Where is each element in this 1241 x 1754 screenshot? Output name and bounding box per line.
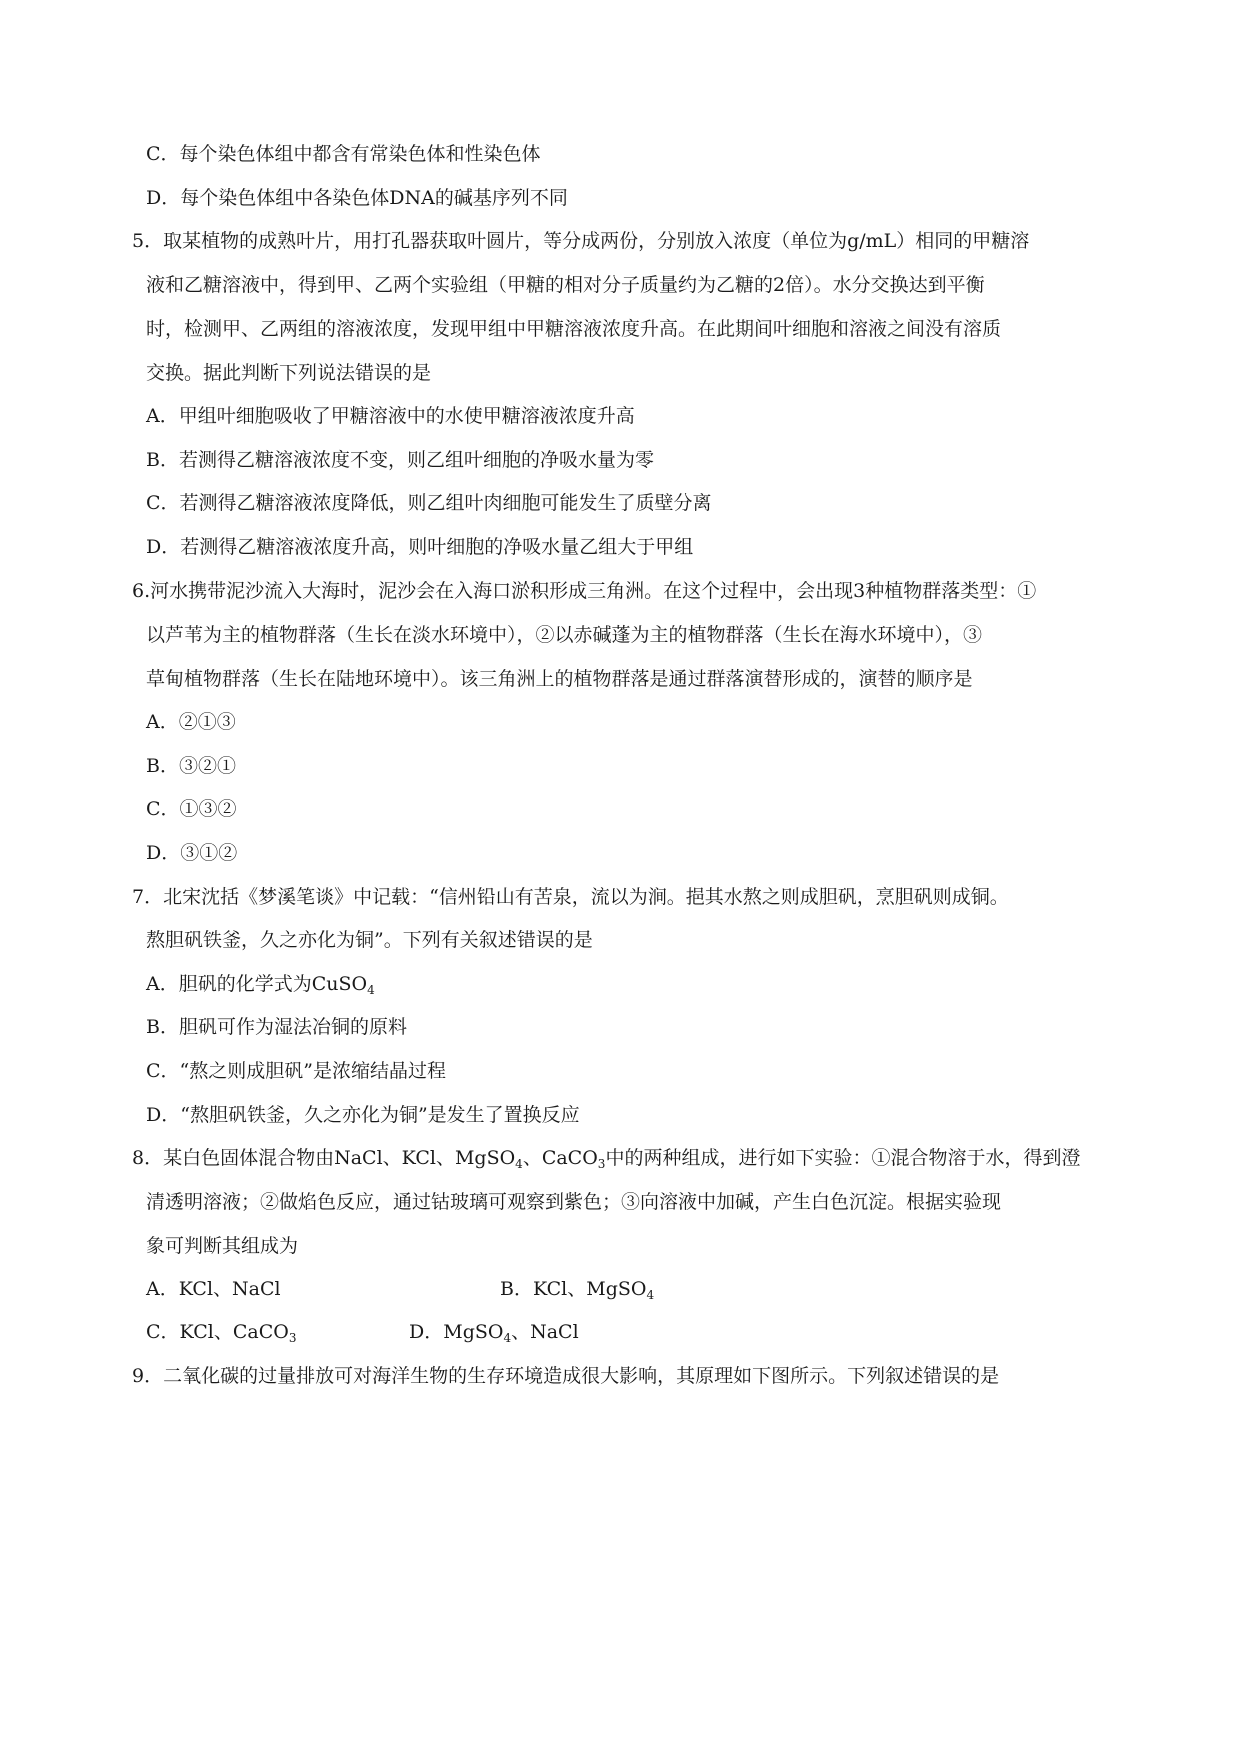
q8-option-b-subscript: 4 xyxy=(646,1288,655,1302)
q6-option-c: C．①③② xyxy=(146,798,237,820)
q8-option-d-text-tail: 、NaCl xyxy=(511,1321,579,1343)
q5-option-c: C．若测得乙糖溶液浓度降低，则乙组叶肉细胞可能发生了质壁分离 xyxy=(146,492,712,514)
q8-stem-line-3: 象可判断其组成为 xyxy=(146,1235,299,1257)
q8-stem-subscript-2: 3 xyxy=(597,1157,606,1171)
q8-option-d xyxy=(409,1321,579,1345)
q8-stem-subscript-1: 4 xyxy=(515,1157,523,1171)
q7-option-a-text: A．胆矾的化学式为CuSO xyxy=(146,973,368,995)
q8-option-c-subscript: 3 xyxy=(288,1331,297,1345)
q6-option-d: D．③①② xyxy=(146,842,238,864)
q8-option-d-text: D．MgSO xyxy=(409,1321,504,1343)
q6-stem-line-2: 以芦苇为主的植物群落（生长在淡水环境中），②以赤碱蓬为主的植物群落（生长在海水环境中），③ xyxy=(146,624,983,646)
q4-option-d: D．每个染色体组中各染色体DNA的碱基序列不同 xyxy=(146,187,568,209)
q6-option-a: A．②①③ xyxy=(146,711,236,733)
q5-option-b: B．若测得乙糖溶液浓度不变，则乙组叶细胞的净吸水量为零 xyxy=(146,449,654,471)
q4-option-c: C．每个染色体组中都含有常染色体和性染色体 xyxy=(146,143,541,165)
q8-stem-text-a: 8．某白色固体混合物由NaCl、KCl、MgSO xyxy=(132,1147,516,1169)
q5-option-a: A．甲组叶细胞吸收了甲糖溶液中的水使甲糖溶液浓度升高 xyxy=(146,405,635,427)
q8-option-a: A．KCl、NaCl xyxy=(146,1278,281,1300)
q7-stem-line-1: 7．北宋沈括《梦溪笔谈》中记载：“信州铅山有苦泉，流以为涧。挹其水熬之则成胆矾，烹胆矾则成铜。 xyxy=(132,886,1009,908)
q8-stem-text-c: 中的两种组成，进行如下实验：①混合物溶于水，得到澄 xyxy=(605,1147,1081,1169)
q5-stem-line-1: 5．取某植物的成熟叶片，用打孔器获取叶圆片，等分成两份，分别放入浓度（单位为g/mL）相同的甲糖溶 xyxy=(132,230,1030,252)
q8-stem-text-b: 、CaCO xyxy=(522,1147,598,1169)
q8-stem-line-1 xyxy=(132,1147,1081,1171)
q8-option-c-text: C．KCl、CaCO xyxy=(146,1321,289,1343)
q9-stem-line-1: 9．二氧化碳的过量排放可对海洋生物的生存环境造成很大影响，其原理如下图所示。下列叙述错误的是 xyxy=(132,1365,1000,1387)
q5-stem-line-2: 液和乙糖溶液中，得到甲、乙两个实验组（甲糖的相对分子质量约为乙糖的2倍）。水分交换达到平衡 xyxy=(146,274,985,296)
q8-option-b-text: B．KCl、MgSO xyxy=(500,1278,647,1300)
q7-stem-line-2: 熬胆矾铁釜，久之亦化为铜”。下列有关叙述错误的是 xyxy=(146,929,593,951)
q8-stem-line-2: 清透明溶液；②做焰色反应，通过钴玻璃可观察到紫色；③向溶液中加碱，产生白色沉淀。根据实验现 xyxy=(146,1191,1002,1213)
q7-option-d: D．“熬胆矾铁釜，久之亦化为铜”是发生了置换反应 xyxy=(146,1104,580,1126)
q8-option-b xyxy=(500,1278,655,1302)
q7-option-a-subscript: 4 xyxy=(367,983,375,997)
q5-stem-line-3: 时，检测甲、乙两组的溶液浓度，发现甲组中甲糖溶液浓度升高。在此期间叶细胞和溶液之间没有溶质 xyxy=(146,318,1002,340)
q5-stem-line-4: 交换。据此判断下列说法错误的是 xyxy=(146,362,432,384)
q7-option-b: B．胆矾可作为湿法冶铜的原料 xyxy=(146,1016,407,1038)
q5-option-d: D．若测得乙糖溶液浓度升高，则叶细胞的净吸水量乙组大于甲组 xyxy=(146,536,694,558)
q7-option-c: C．“熬之则成胆矾”是浓缩结晶过程 xyxy=(146,1060,446,1082)
q8-option-d-subscript: 4 xyxy=(503,1331,512,1345)
q8-option-c xyxy=(146,1321,297,1345)
q7-option-a xyxy=(146,973,375,997)
q6-stem-line-3: 草甸植物群落（生长在陆地环境中）。该三角洲上的植物群落是通过群落演替形成的，演替的顺序是 xyxy=(146,668,973,690)
q6-option-b: B．③②① xyxy=(146,755,236,777)
q6-stem-line-1: 6.河水携带泥沙流入大海时，泥沙会在入海口淤积形成三角洲。在这个过程中，会出现3种植物群落类型：① xyxy=(132,580,1037,602)
